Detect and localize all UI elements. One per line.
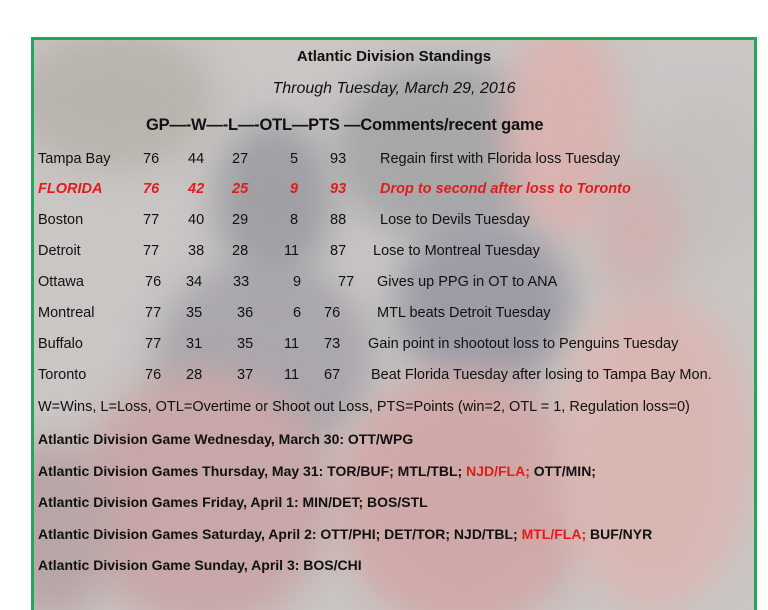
l-value: 29 [232,212,249,228]
legend-text: W=Wins, L=Loss, OTL=Overtime or Shoot out Loss, PTS=Points (win=2, OTL = 1, Regulation loss=0) [38,399,690,415]
comment: Gives up PPG in OT to ANA [377,274,558,290]
otl-value: 8 [290,212,299,228]
l-value: 27 [232,151,249,167]
comment: MTL beats Detroit Tuesday [377,305,551,321]
w-value: 44 [188,151,205,167]
team-name: Detroit [38,243,81,259]
pts-value: 67 [324,367,341,383]
florida-game-highlight: NJD/FLA; [466,463,530,479]
comment: Lose to Montreal Tuesday [373,243,540,259]
team-name: Montreal [38,305,95,321]
slide-subtitle: Through Tuesday, March 29, 2016 [272,80,516,97]
pts-value: 93 [330,151,347,167]
l-value: 37 [237,367,254,383]
w-value: 38 [188,243,205,259]
gp-value: 77 [143,243,160,259]
l-value: 35 [237,336,254,352]
standings-slide [31,37,757,610]
w-value: 31 [186,336,203,352]
pts-value: 87 [330,243,347,259]
schedule-thursday [38,463,596,479]
w-value: 42 [188,181,205,197]
otl-value: 11 [284,243,300,259]
schedule-thursday-games-rest: OTT/MIN; [529,463,596,479]
gp-value: 77 [145,305,162,321]
comment: Lose to Devils Tuesday [380,212,530,228]
schedule-thursday-games: Atlantic Division Games Thursday, May 31: TOR/BUF; MTL/TBL; [38,463,467,479]
l-value: 33 [233,274,250,290]
gp-value: 76 [143,181,160,197]
team-name: Tampa Bay [38,151,111,167]
comment: Drop to second after loss to Toronto [380,181,631,197]
column-header: GP—-W—-L—-OTL—PTS —Comments/recent game [146,116,544,134]
schedule-friday: Atlantic Division Games Friday, April 1: MIN/DET; BOS/STL [38,494,428,510]
pts-value: 93 [330,181,347,197]
w-value: 35 [186,305,203,321]
pts-value: 73 [324,336,341,352]
w-value: 34 [186,274,203,290]
w-value: 28 [186,367,203,383]
otl-value: 5 [290,151,299,167]
otl-value: 11 [284,336,300,352]
team-name: FLORIDA [38,181,103,197]
team-name: Ottawa [38,274,84,290]
gp-value: 77 [145,336,162,352]
team-name: Buffalo [38,336,83,352]
florida-game-highlight: MTL/FLA; [521,526,587,542]
pts-value: 77 [338,274,355,290]
gp-value: 76 [143,151,160,167]
w-value: 40 [188,212,205,228]
comment: Regain first with Florida loss Tuesday [380,151,621,167]
otl-value: 6 [293,305,302,321]
otl-value: 9 [290,181,299,197]
gp-value: 77 [143,212,160,228]
slide-title: Atlantic Division Standings [296,48,492,65]
l-value: 28 [232,243,249,259]
gp-value: 76 [145,274,162,290]
gp-value: 76 [145,367,162,383]
schedule-saturday-games-rest: BUF/NYR [586,526,653,542]
team-name: Boston [38,212,84,228]
schedule-saturday [38,526,652,542]
comment: Beat Florida Tuesday after losing to Tampa Bay Mon. [371,367,712,383]
l-value: 36 [237,305,254,321]
schedule-wednesday: Atlantic Division Game Wednesday, March 30: OTT/WPG [38,431,414,447]
schedule-sunday: Atlantic Division Game Sunday, April 3: BOS/CHI [38,557,362,573]
otl-value: 9 [293,274,302,290]
l-value: 25 [232,181,249,197]
pts-value: 88 [330,212,347,228]
team-name: Toronto [38,367,87,383]
otl-value: 11 [284,367,300,383]
pts-value: 76 [324,305,341,321]
comment: Gain point in shootout loss to Penguins Tuesday [368,336,679,352]
schedule-saturday-games: Atlantic Division Games Saturday, April 2: OTT/PHI; DET/TOR; NJD/TBL; [38,526,522,542]
